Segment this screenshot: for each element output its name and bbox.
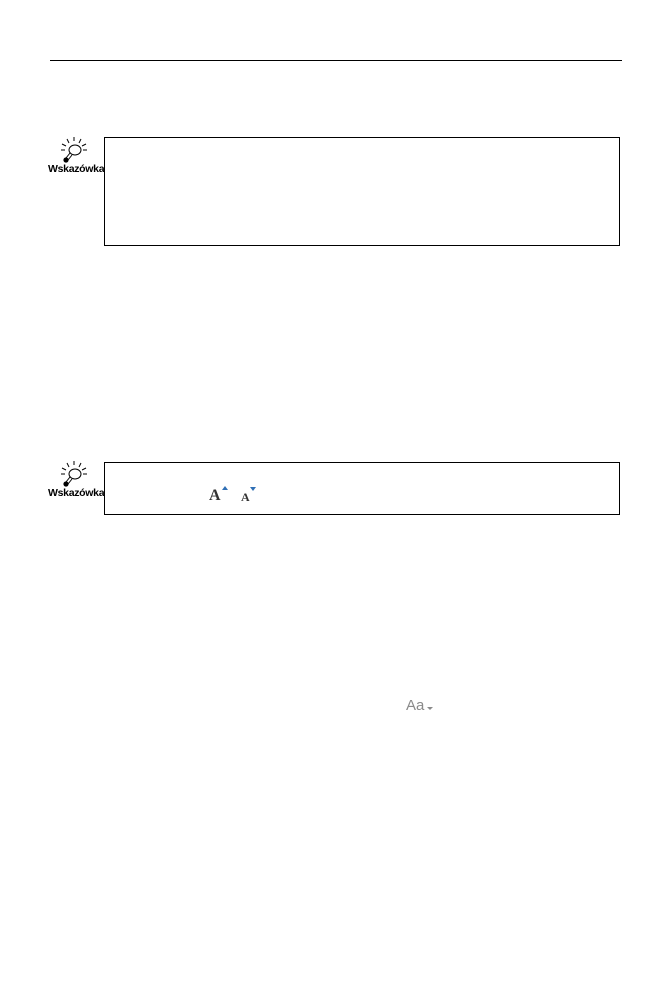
chevron-down-icon — [427, 707, 433, 710]
grow-font-glyph: A — [209, 487, 221, 504]
tip-icon-1 — [48, 136, 105, 184]
shrink-arrow — [250, 487, 256, 491]
change-case-glyph: Aa — [406, 697, 425, 714]
grow-font-icon — [209, 485, 231, 505]
shrink-font-glyph: A — [241, 490, 250, 504]
shrink-font-icon — [241, 485, 259, 505]
change-case-icon — [406, 697, 424, 717]
header-rule — [50, 60, 622, 61]
grow-arrow — [222, 486, 228, 490]
tip-box-2 — [104, 462, 620, 515]
tip-box-1 — [104, 137, 620, 246]
lightbulb-icon — [58, 460, 90, 488]
tip-label: Wskazówka — [48, 487, 105, 499]
lightbulb-icon — [58, 136, 90, 164]
tip-icon-2 — [48, 460, 105, 508]
tip-label: Wskazówka — [48, 163, 105, 175]
